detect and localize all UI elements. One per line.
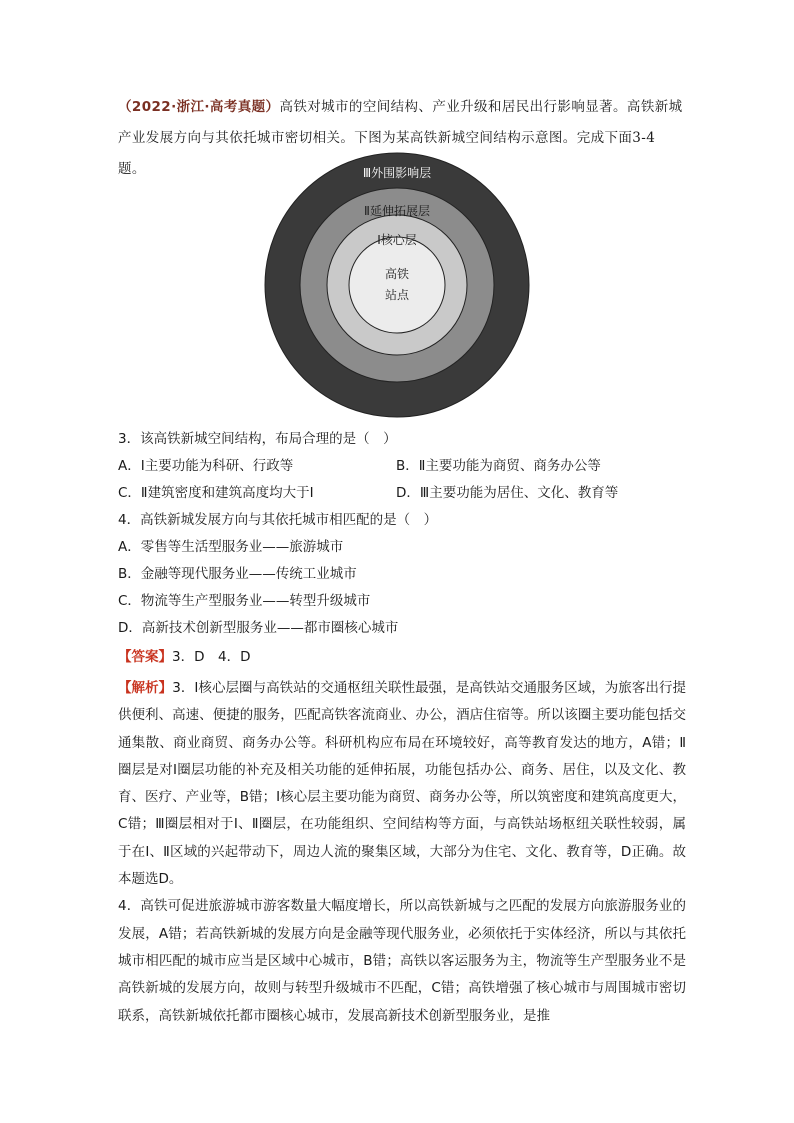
answer-label: 【答案】 — [118, 649, 172, 665]
center-label-line2: 站点 — [384, 288, 410, 302]
ring-3-label: Ⅲ外围影响层 — [362, 166, 432, 180]
q4-option-d: D．高新技术创新型服务业——都市圈核心城市 — [118, 620, 399, 636]
analysis-section — [118, 675, 686, 1030]
question-4 — [118, 507, 698, 642]
analysis-paragraph-1 — [118, 675, 686, 893]
analysis-paragraph-2: 4．高铁可促进旅游城市游客数量大幅度增长，所以高铁新城与之匹配的发展方向旅游服务业的发展，A错；若高铁新城的发展方向是金融等现代服务业，必须依托于实体经济，所以与其依托城市相匹配的城市应当是区域中心城市，B错；高铁以客运服务为主，物流等生产型服务业不是高铁新城的发展方向，故则与转型升级城市不匹配，C错；高铁增强了核心城市与周围城市密切联系，高铁新城依托都市圈核心城市，发展高新技术创新型服务业，是推 — [118, 898, 686, 1024]
ring-2-label: Ⅱ延伸拓展层 — [364, 204, 430, 218]
q4-option-c: C．物流等生产型服务业——转型升级城市 — [118, 593, 371, 609]
q3-stem: 3．该高铁新城空间结构，布局合理的是（ ） — [118, 431, 397, 447]
answer-text: 3．D 4．D — [172, 649, 251, 665]
q3-option-d: D．Ⅲ主要功能为居住、文化、教育等 — [396, 485, 619, 501]
intro-text: 高铁对城市的空间结构、产业升级和居民出行影响显著。高铁新城产业发展方向与其依托城市密切相关。下图为某高铁新城空间结构示意图。完成下面3-4题。 — [118, 99, 683, 177]
q4-stem: 4．高铁新城发展方向与其依托城市相匹配的是（ ） — [118, 512, 438, 528]
exam-source-tag: （2022·浙江·高考真题） — [118, 99, 280, 115]
q4-option-a: A．零售等生活型服务业——旅游城市 — [118, 539, 344, 555]
center-label-line1: 高铁 — [384, 267, 410, 281]
rail-new-town-diagram — [264, 152, 530, 418]
q3-option-a: A．Ⅰ主要功能为科研、行政等 — [118, 458, 294, 474]
q4-option-b: B．金融等现代服务业——传统工业城市 — [118, 566, 357, 582]
analysis-label: 【解析】 — [118, 680, 173, 696]
analysis-q3-text: 3．Ⅰ核心层圈与高铁站的交通枢纽关联性最强，是高铁站交通服务区域，为旅客出行提供便利、高速、便捷的服务，匹配高铁客流商业、办公，酒店住宿等。所以该圈主要功能包括交通集散、商业商贸、商务办公等。科研机构应布局在环境较好，高等教育发达的地方，A错；Ⅱ圈层是对Ⅰ圈层功能的补充及相关功能的延伸拓展，功能包括办公、商务、居住，以及文化、教育、医疗、产业等，B错；Ⅰ核心层主要功能为商贸、商务办公等，所以筑密度和建筑高度更大，C错；Ⅲ圈层相对于Ⅰ、Ⅱ圈层，在功能组织、空间结构等方面，与高铁站场枢纽关联性较弱，属于在Ⅰ、Ⅱ区域的兴起带动下，周边人流的聚集区域，大部分为住宅、文化、教育等，D正确。故本题选D。 — [118, 680, 686, 888]
q3-option-c: C．Ⅱ建筑密度和建筑高度均大于Ⅰ — [118, 485, 314, 501]
center-station — [349, 237, 445, 333]
question-3 — [118, 426, 698, 507]
q3-option-b: B．Ⅱ主要功能为商贸、商务办公等 — [396, 458, 601, 474]
answer-line — [118, 644, 698, 671]
ring-1-label: Ⅰ核心层 — [377, 233, 417, 247]
